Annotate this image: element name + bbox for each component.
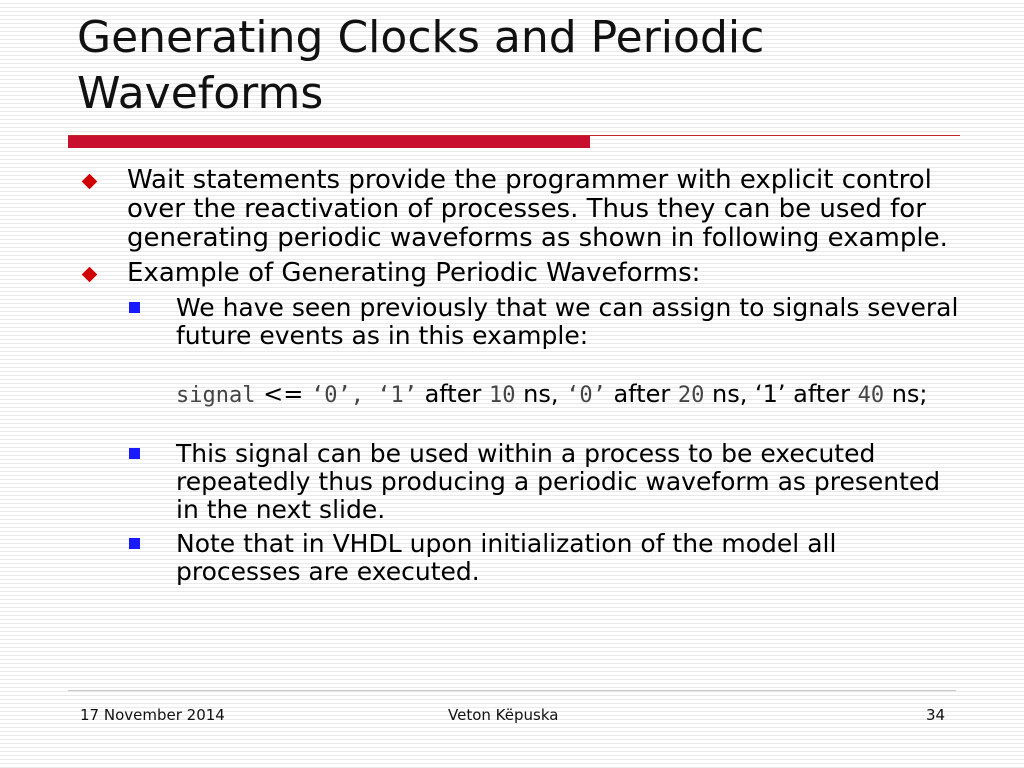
bullet-item xyxy=(80,259,960,288)
diamond-bullet-icon xyxy=(82,174,98,190)
code-signal-keyword: signal xyxy=(176,383,256,408)
sub-bullet-item xyxy=(176,294,960,350)
code-example xyxy=(176,380,960,410)
sub-bullet-item xyxy=(176,530,960,586)
sub-bullet-text: This signal can be used within a process to be executed repeatedly thus producing a periodic waveform as presented in the next slide. xyxy=(176,439,941,524)
code-value: ‘1’ xyxy=(363,383,417,408)
square-bullet-icon xyxy=(129,302,140,313)
slide-number: 34 xyxy=(926,706,946,724)
bullet-text: Example of Generating Periodic Waveforms: xyxy=(127,258,701,288)
code-number: 20 xyxy=(677,383,705,408)
slide-content xyxy=(80,166,960,586)
slide-title: Generating Clocks and Periodic Waveforms xyxy=(77,12,765,119)
bullet-item xyxy=(80,166,960,253)
footer-author: Veton Këpuska xyxy=(448,706,559,724)
sub-bullet-text: Note that in VHDL upon initialization of the model all processes are executed. xyxy=(176,529,837,586)
square-bullet-icon xyxy=(129,538,140,549)
sub-bullet-item xyxy=(176,440,960,524)
square-bullet-icon xyxy=(129,448,140,459)
diamond-bullet-icon xyxy=(82,267,98,283)
code-after-keyword: after xyxy=(605,380,678,408)
code-after-keyword: after xyxy=(785,380,858,408)
footer-date: 17 November 2014 xyxy=(80,706,225,724)
code-unit: ns, xyxy=(704,380,755,408)
code-number: 10 xyxy=(488,383,516,408)
code-unit: ns, xyxy=(515,380,567,408)
bullet-text: Wait statements provide the programmer with explicit control over the reactivation of processes. Thus they can be used for generating periodic waveforms as shown in following example. xyxy=(127,165,948,253)
title-accent-bar xyxy=(68,136,590,148)
code-number: 40 xyxy=(857,383,885,408)
code-value: ‘0’, xyxy=(310,383,364,408)
sub-bullet-text: We have seen previously that we can assign to signals several future events as in this example: xyxy=(176,293,959,350)
code-value: ‘1’ xyxy=(755,380,786,408)
code-after-keyword: after xyxy=(416,380,489,408)
code-unit: ns; xyxy=(884,380,928,408)
code-value: ‘0’ xyxy=(566,383,606,408)
footer-rule xyxy=(68,690,956,691)
code-assign-operator: <= xyxy=(255,380,311,408)
